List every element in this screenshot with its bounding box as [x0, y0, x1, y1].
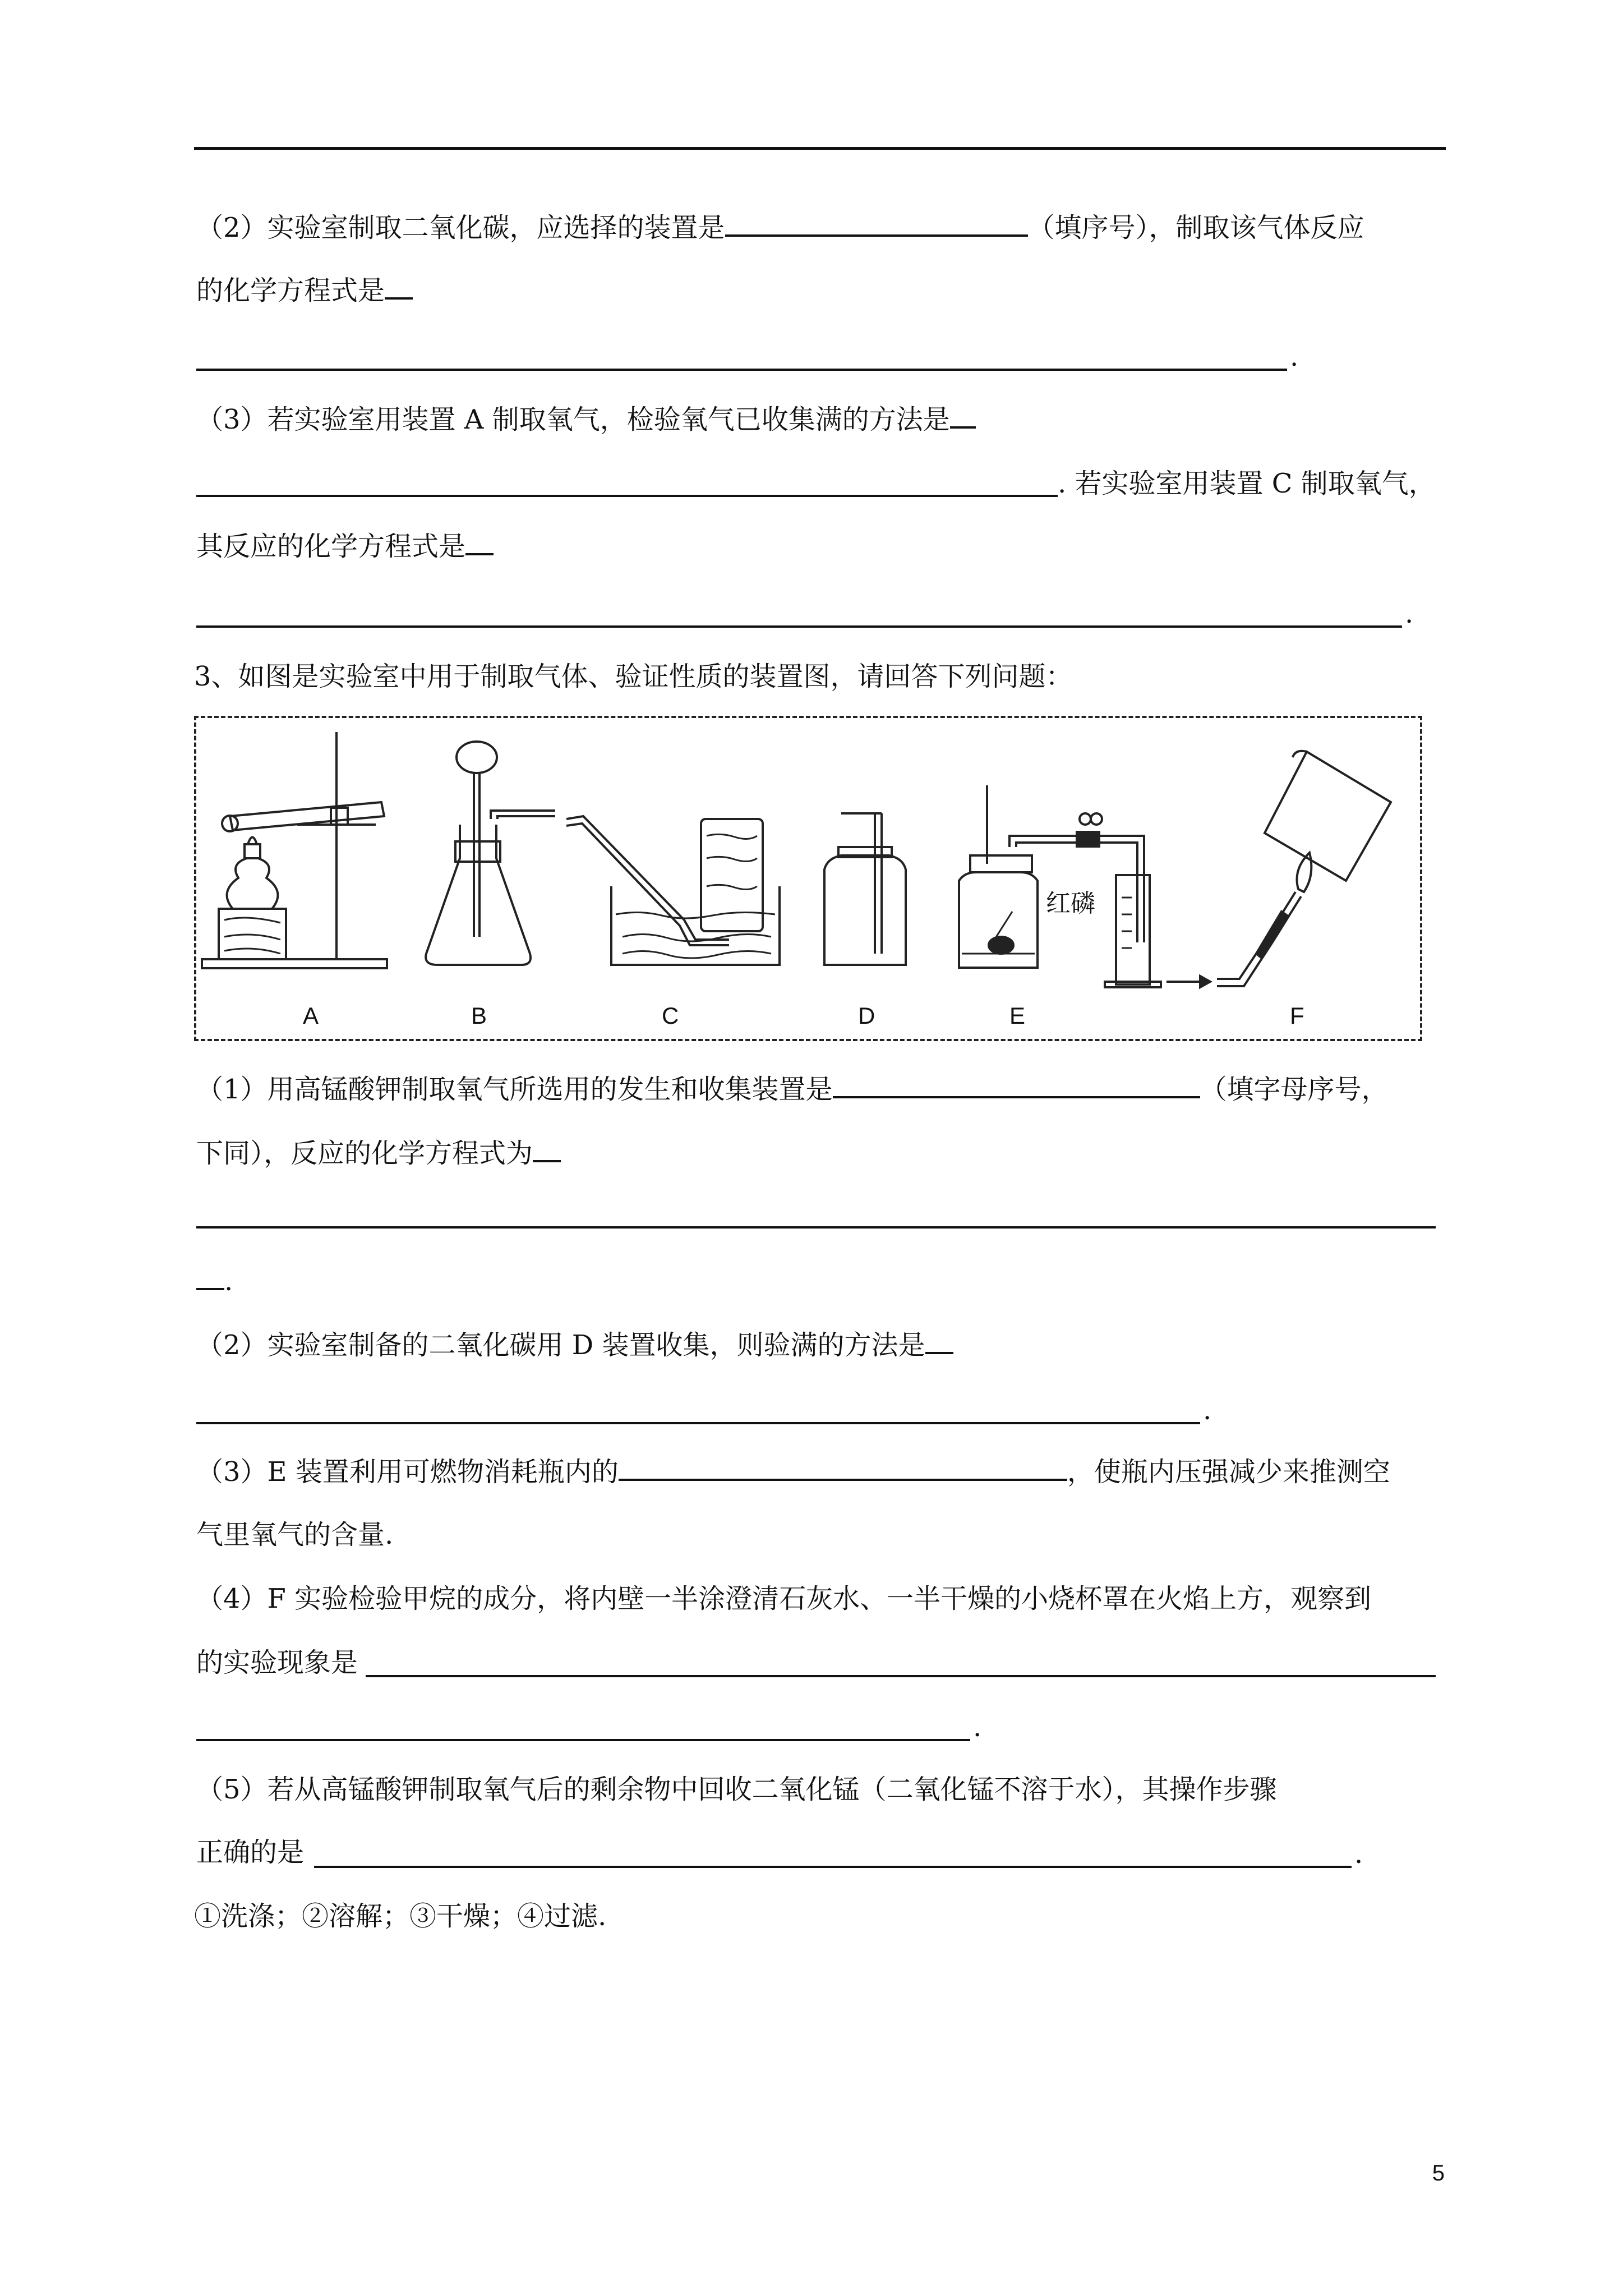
q3-1-text-a: （1）用高锰酸钾制取氧气所选用的发生和收集装置是	[196, 1074, 833, 1105]
q3-3-text-b: ，使瓶内压强减少来推测空	[1067, 1456, 1390, 1488]
q2-2-text-c: 的化学方程式是	[196, 275, 385, 306]
q3-5-text-b: 正确的是	[196, 1837, 305, 1868]
q3-2-period: .	[1203, 1395, 1212, 1426]
q3-1-device-blank[interactable]	[833, 1091, 1200, 1098]
q3-4-line1: （4）F 实验检验甲烷的成分，将内壁一半涂澄清石灰水、一半干燥的小烧杯罩在火焰上方，观察到	[196, 1583, 1372, 1614]
q3-3-text-a: （3）E 装置利用可燃物消耗瓶内的	[196, 1456, 619, 1488]
q2-3-short-blank[interactable]	[950, 421, 976, 429]
q3-4-line2	[196, 1646, 358, 1680]
page-number: 5	[1432, 2161, 1445, 2185]
q2-2-period: .	[1290, 341, 1299, 372]
q3-2-text-a: （2）实验室制备的二氧化碳用 D 装置收集，则验满的方法是	[196, 1329, 925, 1361]
q3-3-line1	[196, 1455, 1390, 1489]
q3-intro: 3、如图是实验室中用于制取气体、验证性质的装置图，请回答下列问题：	[194, 661, 1073, 692]
q3-4-period: .	[973, 1711, 982, 1743]
header-rule	[194, 147, 1446, 150]
q2-3-equation-line[interactable]	[196, 625, 1402, 628]
label-a: A	[303, 1002, 319, 1029]
arrow-e-to-f	[1166, 976, 1210, 987]
q3-2-short-blank[interactable]	[925, 1346, 953, 1354]
q3-4-text-b: 的实验现象是	[196, 1647, 358, 1678]
label-c: C	[662, 1002, 679, 1029]
q3-5-answer-line[interactable]	[314, 1866, 1352, 1868]
q3-3-line2: 气里氧气的含量.	[196, 1519, 394, 1550]
q3-1-line3	[196, 1264, 233, 1298]
q2-3-method-line[interactable]	[196, 495, 1058, 497]
q3-1-tail-blank[interactable]	[196, 1282, 224, 1290]
red-phosphorus-label: 红磷	[1046, 890, 1095, 917]
apparatus-f	[1217, 751, 1391, 986]
label-b: B	[471, 1002, 487, 1029]
q3-1-period: .	[224, 1266, 233, 1297]
q3-5-options: ①洗涤；②溶解；③干燥；④过滤.	[194, 1901, 607, 1932]
q2-3-line3	[196, 530, 494, 563]
q3-1-text-c: 下同），反应的化学方程式为	[196, 1138, 533, 1169]
q2-3-period: .	[1405, 598, 1414, 629]
q2-3-text-b: . 若实验室用装置 C 制取氧气，	[1058, 468, 1436, 499]
q3-5-line2	[196, 1835, 304, 1869]
apparatus-d	[824, 813, 906, 965]
label-e: E	[1009, 1002, 1026, 1029]
apparatus-b	[426, 742, 555, 965]
q2-2-line2	[196, 274, 413, 307]
q3-1-line1	[196, 1073, 1389, 1106]
q3-1-short-blank[interactable]	[533, 1154, 561, 1162]
q3-4-observation-line[interactable]	[366, 1675, 1436, 1677]
q2-3-line1	[196, 403, 976, 436]
q2-3-text-a: （3）若实验室用装置 A 制取氧气，检验氧气已收集满的方法是	[196, 404, 950, 435]
q2-3-short-blank-2[interactable]	[465, 547, 494, 555]
q3-1-equation-line[interactable]	[196, 1226, 1436, 1228]
q2-2-text-b: （填序号），制取该气体反应	[1027, 212, 1364, 243]
apparatus-drawing	[196, 718, 1424, 1043]
q3-2-line1	[196, 1328, 953, 1362]
q3-5-line1: （5）若从高锰酸钾制取氧气后的剩余物中回收二氧化锰（二氧化锰不溶于水），其操作步骤	[196, 1774, 1277, 1805]
q3-1-line2	[196, 1137, 561, 1170]
q2-2-line1	[196, 211, 1364, 245]
q3-3-answer-blank[interactable]	[619, 1473, 1067, 1481]
q2-3-text-c: 其反应的化学方程式是	[196, 531, 466, 562]
q2-2-short-blank[interactable]	[385, 292, 413, 300]
apparatus-a	[202, 732, 387, 968]
apparatus-e	[959, 785, 1161, 987]
q2-2-equation-line[interactable]	[196, 369, 1287, 371]
apparatus-c	[566, 816, 780, 965]
q3-1-text-b: （填字母序号，	[1200, 1074, 1389, 1105]
q2-2-text-a: （2）实验室制取二氧化碳，应选择的装置是	[196, 212, 725, 243]
q2-3-line2	[1058, 467, 1436, 500]
q3-2-method-line[interactable]	[196, 1422, 1200, 1424]
label-f: F	[1290, 1002, 1304, 1029]
q3-4-observation-line-2[interactable]	[196, 1739, 970, 1741]
label-d: D	[858, 1002, 875, 1029]
q2-2-answer-blank[interactable]	[725, 229, 1028, 237]
q3-5-period: .	[1354, 1838, 1363, 1870]
apparatus-figure	[194, 716, 1422, 1041]
